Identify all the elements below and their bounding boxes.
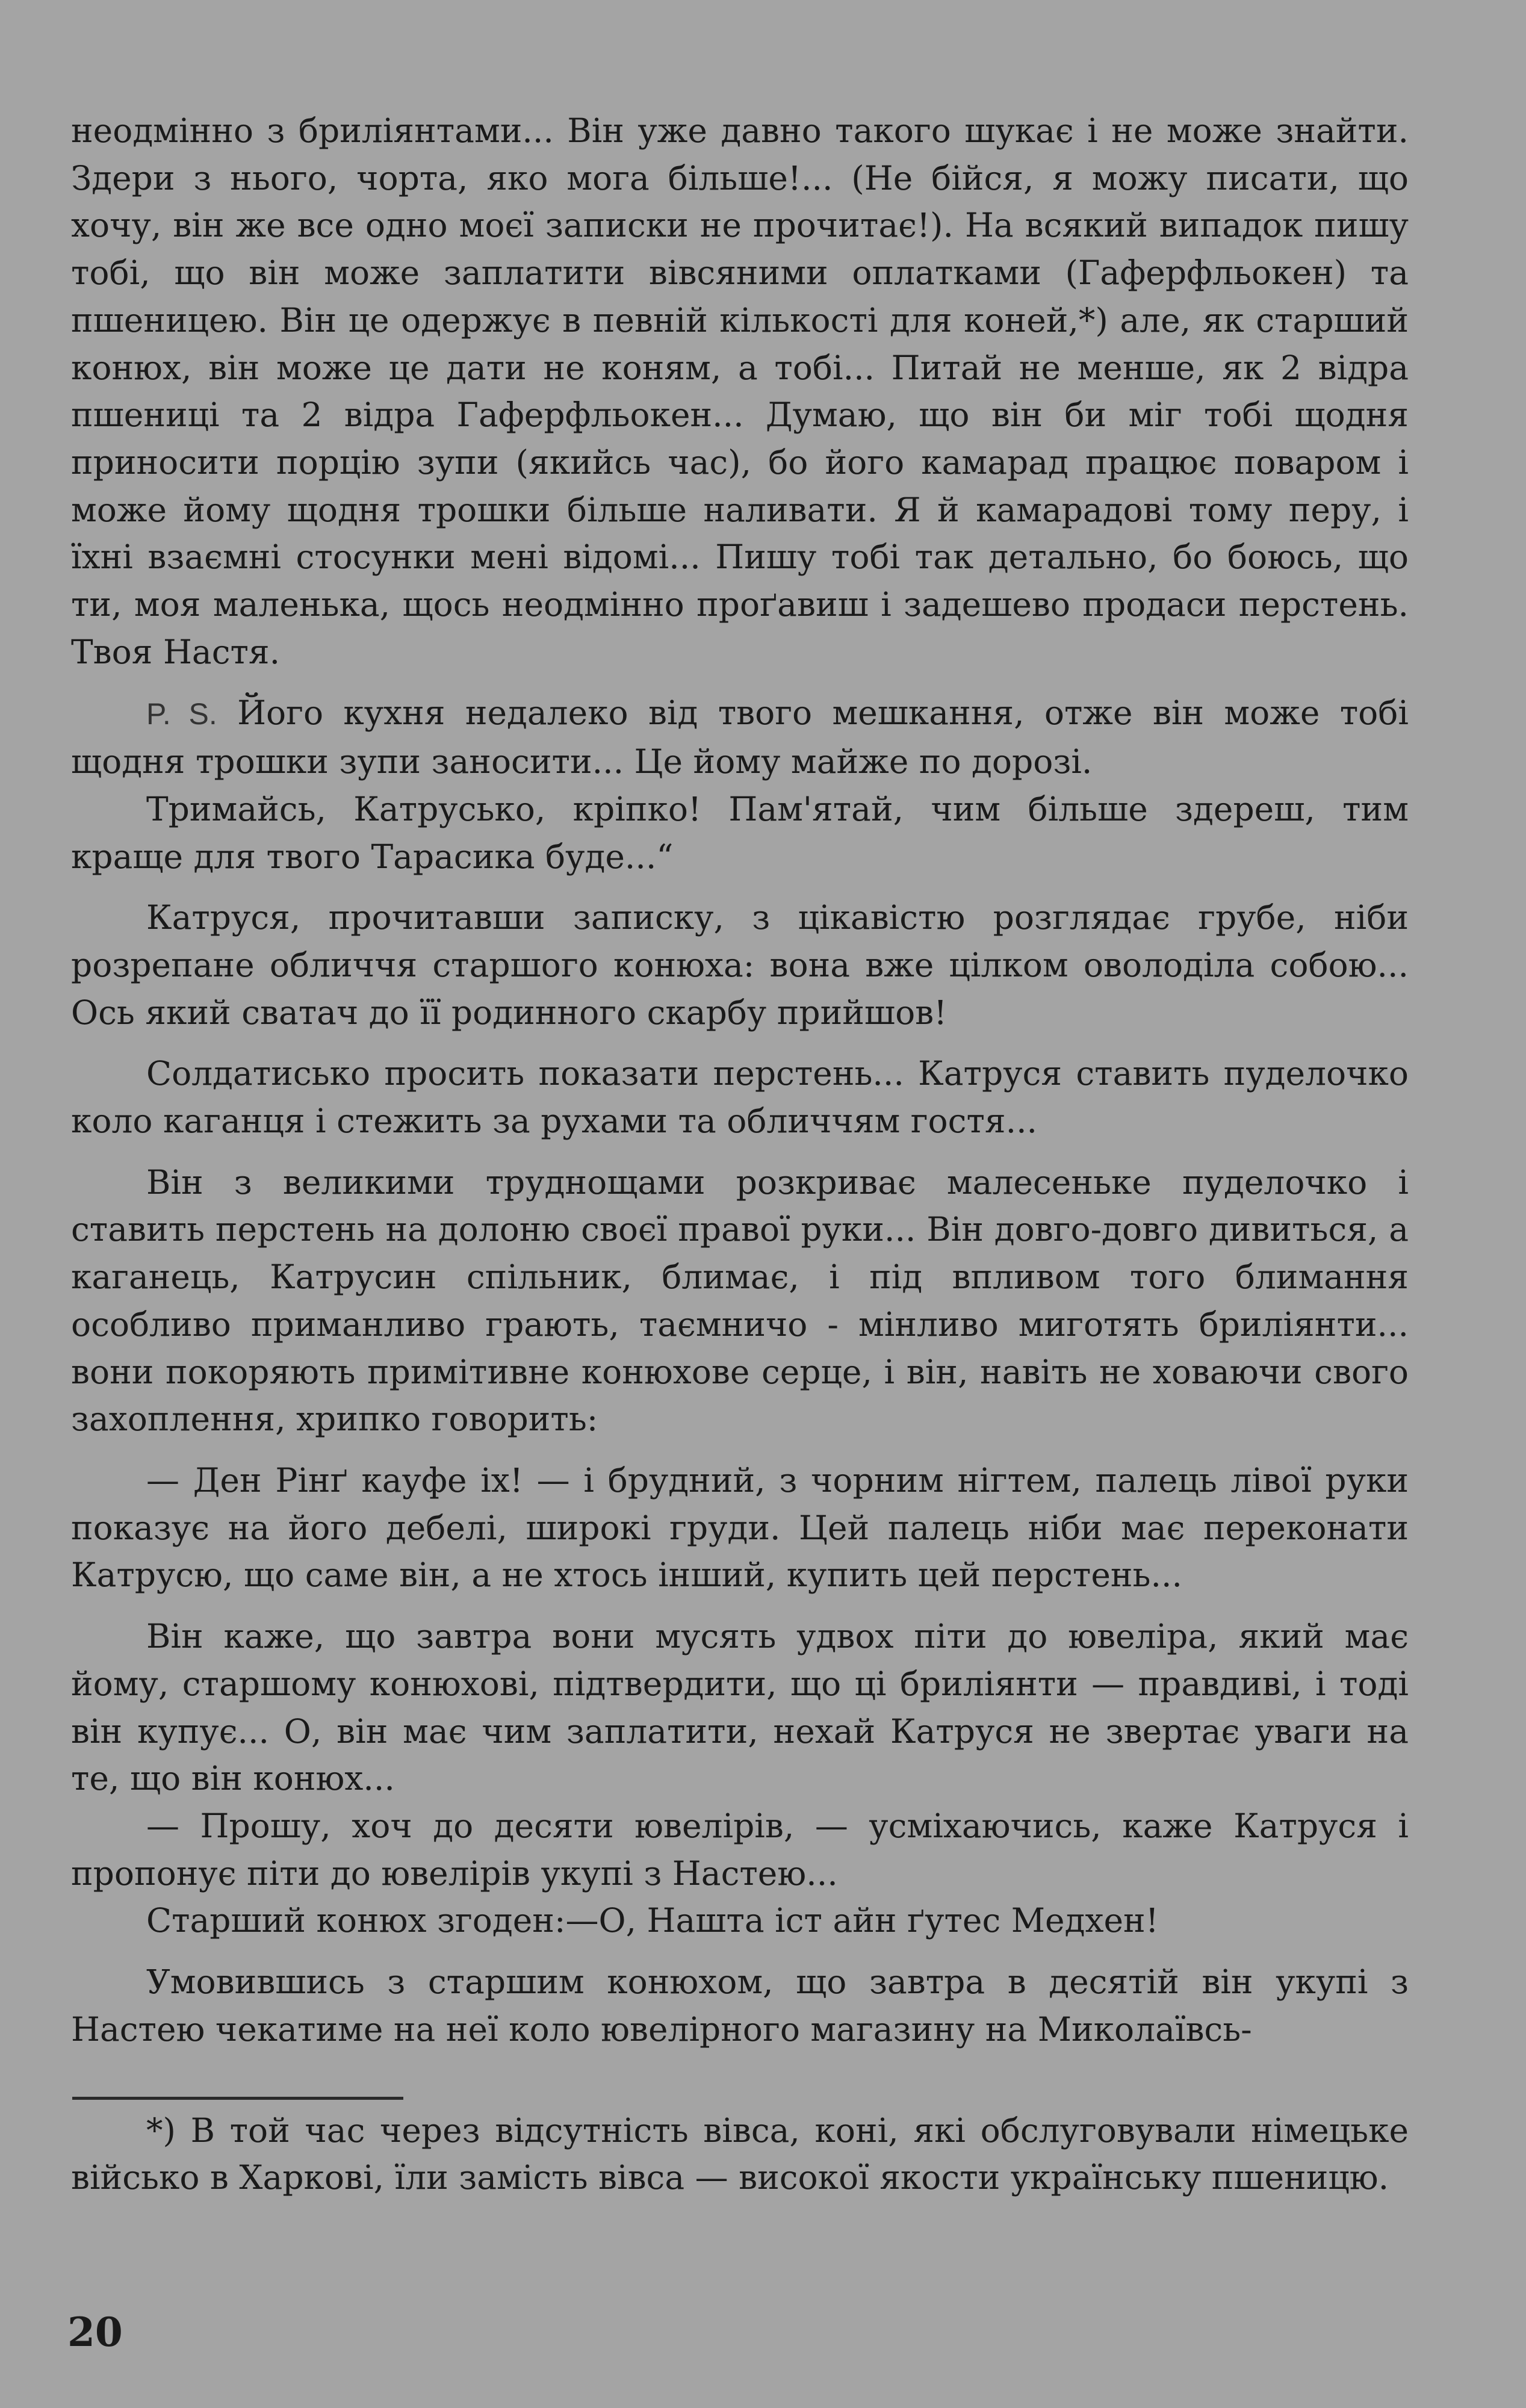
paragraph-10: Старший конюх згоден:—О, Нашта іст айн ґутес Медхен!: [146, 1901, 1159, 1940]
footnote-divider: [72, 2097, 403, 2100]
page-number: 20: [67, 2309, 123, 2356]
paragraph-4: Катруся, прочитавши записку, з цікавістю розглядає грубе, ніби розрепане обличчя старшого конюха: вона вже цілком оволоділа собою... Ось який сватач до її родинного скарбу прийшов!: [71, 898, 1409, 1032]
paragraph-1: неодмінно з бриліянтами... Він уже давно такого шукає і не може знайти. Здери з нього, чорта, яко мога більше!... (Не бійся, я можу писати, що хочу, він же все одно моєї записки не прочитає!). На всякий випадок пишу тобі, що він може заплатити вівсяними оплатками (Гаферфльокен) та пшеницею. Він це одержує в певній кількості для коней,*) але, як старший конюх, він може це дати не коням, а тобі... Питай не менше, як 2 відра пшениці та 2 відра Гаферфльокен... Думаю, що він би міг тобі щодня приносити порцію зупи (якийсь час), бо його камарад працює поваром і може йому щодня трошки більше наливати. Я й камарадові тому перу, і їхні взаємні стосунки мені відомі... Пишу тобі так детально, бо боюсь, що ти, моя маленька, щось неодмінно проґавиш і задешево продаси перстень. Твоя Настя.: [71, 111, 1409, 671]
paragraph-5: Солдатисько просить показати перстень... Катруся ставить пуделочко коло каганця і стежить за рухами та обличчям гостя...: [71, 1054, 1409, 1141]
paragraph-3: Тримайсь, Катрусько, кріпко! Пам'ятай, чим більше здереш, тим краще для твого Тарасика буде...“: [71, 789, 1409, 876]
footnote: *) В той час через відсутність вівса, коні, які обслуговували німецьке військо в Харкові, їли замість вівса — високої якости українську пшеницю.: [71, 2111, 1409, 2197]
paragraph-ps: [71, 689, 1409, 785]
paragraph-8: Він каже, що завтра вони мусять удвох піти до ювеліра, який має йому, старшому конюхові, підтвердити, що ці бриліянти — правдиві, і тоді він купує... О, він має чим заплатити, нехай Катруся не звертає уваги на те, що він конюх...: [71, 1617, 1409, 1798]
paragraph-9: — Прошу, хоч до десяти ювелірів, — усміхаючись, каже Катруся і пропонує піти до ювелірів укупі з Настею...: [71, 1806, 1409, 1893]
ps-text: Його кухня недалеко від твого мешкання, отже він може тобі щодня трошки зупи заносити... Це йому майже по дорозі.: [71, 694, 1409, 781]
body-text: [71, 107, 1409, 2053]
ps-label: P. S.: [146, 697, 217, 731]
paragraph-11: Умовившись з старшим конюхом, що завтра в десятій він укупі з Настею чекатиме на неї коло ювелірного магазину на Миколаївсь-: [71, 1963, 1409, 2049]
paragraph-6: Він з великими труднощами розкриває малесеньке пуделочко і ставить перстень на долоню своєї правої руки... Він довго-довго дивиться, а каганець, Катрусин спільник, блимає, і під впливом того блимання особливо приманливо грають, таємничо - мінливо миготять бриліянти... вони покоряють примітивне конюхове серце, і він, навіть не ховаючи свого захоплення, хрипко говорить:: [71, 1162, 1409, 1439]
paragraph-7: — Ден Рінґ кауфе іх! — і брудний, з чорним нігтем, палець лівої руки показує на його дебелі, широкі груди. Цей палець ніби має переконати Катрусю, що саме він, а не хтось інший, купить цей перстень...: [71, 1460, 1409, 1595]
